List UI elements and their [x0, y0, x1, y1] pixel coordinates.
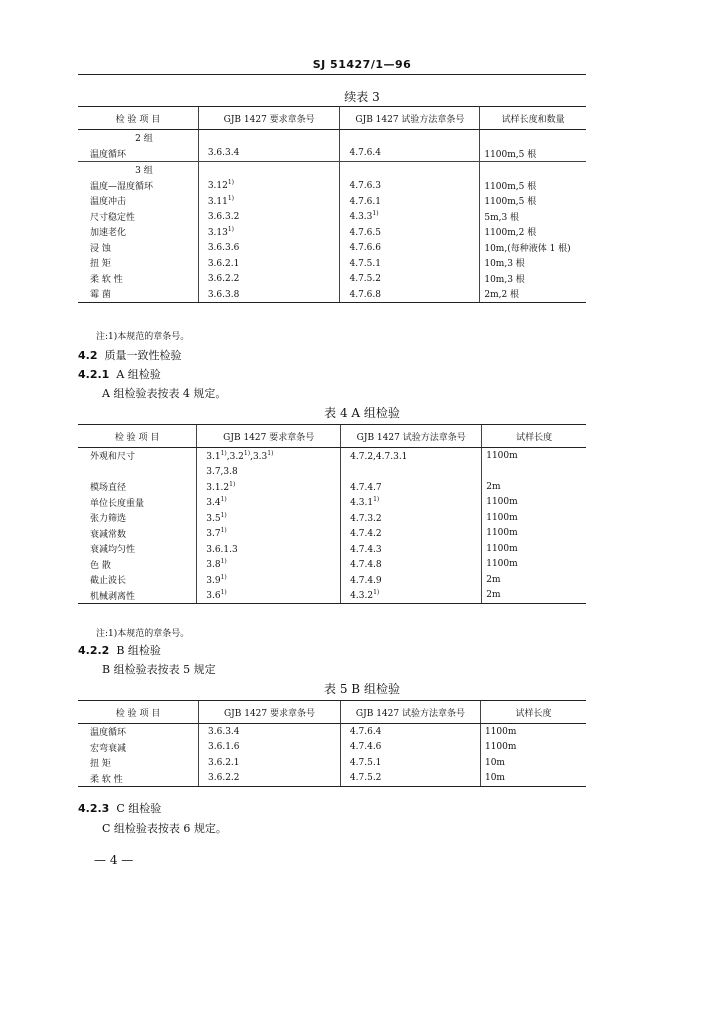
table-row: 模场直径 3.1.2$^{1)}$ 4.7.4.7 2m [78, 479, 586, 495]
section-4-2-2-text: B 组检验表按表 5 规定 [102, 663, 216, 676]
table3-group-label: 3 组 [78, 162, 586, 178]
table-row: 尺寸稳定性 3.6.3.2 4.3.3$^{1)}$ 5m,3 根 [78, 209, 586, 225]
table-row: 扭 矩 3.6.2.1 4.7.5.1 10m [78, 755, 586, 771]
section-4-2-3: 4.2.3 C 组检验 [78, 802, 162, 815]
table-row: 机械剥离性 3.6$^{1)}$ 4.3.2$^{1)}$ 2m [78, 588, 586, 604]
table-row: 柔 软 性 3.6.2.2 4.7.5.2 10m [78, 771, 586, 787]
table-row: 衰减常数 3.7$^{1)}$ 4.7.4.2 1100m [78, 526, 586, 542]
table-row: 外观和尺寸 3.1$^{1)}$,3.2$^{1)}$,3.3$^{1)}$ 4.7.2,4.7.3.1 1100m [78, 448, 586, 464]
table-row: 单位长度重量 3.4$^{1)}$ 4.3.1$^{1)}$ 1100m [78, 495, 586, 511]
table-row: 3.7,3.8 [78, 464, 586, 480]
doc-number: SJ 51427/1—96 [312, 58, 412, 71]
table4-caption: 表 4 A 组检验 [324, 406, 400, 420]
table-row: 扭 矩 3.6.2.1 4.7.5.1 10m,3 根 [78, 255, 586, 271]
table-row: 衰减均匀性 3.6.1.3 4.7.4.3 1100m [78, 541, 586, 557]
table-row: 柔 软 性 3.6.2.2 4.7.5.2 10m,3 根 [78, 271, 586, 287]
table3-caption: 续表 3 [344, 90, 380, 104]
table5-header: 试样长度 [480, 701, 586, 724]
table4-header: 试样长度 [482, 425, 586, 448]
table3-header: GJB 1427 要求章条号 [198, 107, 340, 130]
section-4-2-3-text: C 组检验表按表 6 规定。 [102, 822, 227, 835]
table5 [78, 700, 586, 787]
table3 [78, 106, 586, 303]
table-row: 温度冲击 3.11$^{1)}$ 4.7.6.1 1100m,5 根 [78, 193, 586, 209]
section-4-2-1: 4.2.1 A 组检验 [78, 368, 161, 381]
section-4-2-2: 4.2.2 B 组检验 [78, 644, 161, 657]
table-row: 宏弯衰减 3.6.1.6 4.7.4.6 1100m [78, 740, 586, 756]
table3-group-label: 2 组 [78, 130, 586, 146]
table5-header: GJB 1427 试验方法章条号 [340, 701, 480, 724]
table4-note: 注:1)本规范的章条号。 [96, 629, 190, 639]
table5-header: 检 验 项 目 [78, 701, 199, 724]
table-row: 截止波长 3.9$^{1)}$ 4.7.4.9 2m [78, 572, 586, 588]
header-rule [78, 74, 586, 75]
table-row: 温度—湿度循环 3.12$^{1)}$ 4.7.6.3 1100m,5 根 [78, 178, 586, 194]
table3-header: 检 验 项 目 [78, 107, 198, 130]
section-4-2: 4.2 质量一致性检验 [78, 349, 182, 362]
table4-header: GJB 1427 试验方法章条号 [341, 425, 482, 448]
table4-header-row [78, 425, 586, 448]
table-row: 霉 菌 3.6.3.8 4.7.6.8 2m,2 根 [78, 286, 586, 302]
table-row: 温度循环 3.6.3.4 4.7.6.4 1100m,5 根 [78, 146, 586, 162]
table-row: 张力筛选 3.5$^{1)}$ 4.7.3.2 1100m [78, 510, 586, 526]
page-number: — 4 — [94, 853, 134, 867]
table4-header: GJB 1427 要求章条号 [197, 425, 341, 448]
table3-header-row [78, 107, 586, 130]
table4-header: 检 验 项 目 [78, 425, 197, 448]
table-row: 浸 蚀 3.6.3.6 4.7.6.6 10m,(每种液体 1 根) [78, 240, 586, 256]
table3-header: GJB 1427 试验方法章条号 [340, 107, 480, 130]
table-row: 温度循环 3.6.3.4 4.7.6.4 1100m [78, 724, 586, 740]
table3-header: 试样长度和数量 [480, 107, 586, 130]
table3-note: 注:1)本规范的章条号。 [96, 332, 190, 342]
section-4-2-1-text: A 组检验表按表 4 规定。 [102, 387, 227, 400]
table-row: 加速老化 3.13$^{1)}$ 4.7.6.5 1100m,2 根 [78, 224, 586, 240]
table5-caption: 表 5 B 组检验 [324, 682, 400, 696]
table5-header-row [78, 701, 586, 724]
table4 [78, 424, 586, 604]
table5-header: GJB 1427 要求章条号 [199, 701, 341, 724]
table-row: 色 散 3.8$^{1)}$ 4.7.4.8 1100m [78, 557, 586, 573]
